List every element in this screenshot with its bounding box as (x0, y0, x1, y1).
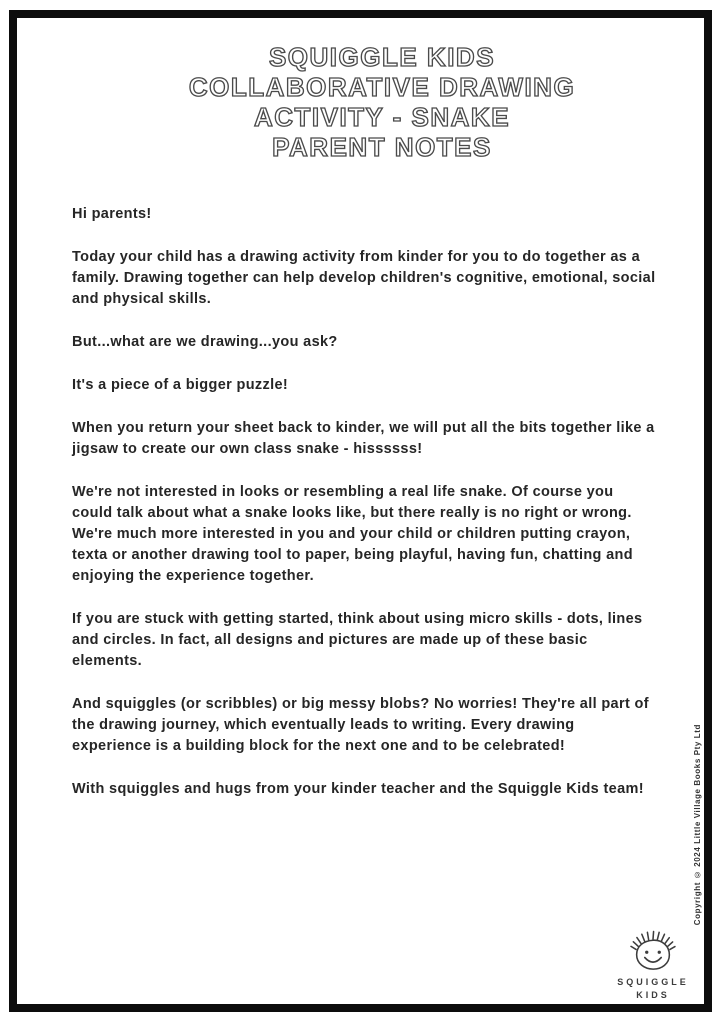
logo-text-line-2: KIDS (636, 990, 670, 1000)
page-title (72, 42, 692, 162)
paragraph-micro-skills: If you are stuck with getting started, think about using micro skills - dots, lines and circles. In fact, all designs and pictures are made up of these basic elements. (72, 611, 643, 669)
paragraph-not-about-looks: We're not interested in looks or resembling a real life snake. Of course you could talk about what a snake looks like, but there really is no right or wrong. We're much more interested in you and your child or children putting crayon, texta or another drawing tool to paper, being playful, having fun, chatting and enjoying the experience together. (72, 484, 633, 584)
paragraph-squiggles: And squiggles (or scribbles) or big messy blobs? No worries! They're all part of the drawing journey, which eventually leads to writing. Every drawing experience is a building block for the next one and to be celebrated! (72, 696, 649, 754)
page-title-line-2: COLLABORATIVE DRAWING (188, 72, 576, 102)
paragraph-question: But...what are we drawing...you ask? (72, 334, 338, 350)
squiggle-kids-logo (608, 920, 698, 1002)
paragraph-greeting: Hi parents! (72, 206, 152, 222)
paragraph-puzzle: It's a piece of a bigger puzzle! (72, 377, 289, 393)
paragraph-signoff: With squiggles and hugs from your kinder teacher and the Squiggle Kids team! (72, 781, 644, 797)
page-title-line-3: ACTIVITY - SNAKE (253, 102, 511, 132)
copyright-text: Copyright © 2024 Little Village Books Pty Ltd (693, 723, 702, 925)
page-title-line-4: PARENT NOTES (272, 132, 492, 162)
document-page (17, 18, 704, 1004)
paragraph-return-sheet: When you return your sheet back to kinder, we will put all the bits together like a jigsaw to create our own class snake - hissssss! (72, 420, 655, 457)
smiley-face-icon (624, 920, 682, 972)
logo-text-line-1: SQUIGGLE (617, 977, 689, 987)
letter-body (72, 204, 692, 800)
page-title-line-1: SQUIGGLE KIDS (268, 42, 496, 72)
paragraph-intro: Today your child has a drawing activity from kinder for you to do together as a family. Drawing together can help develop children's cognitive, emotional, social and physical skills. (72, 249, 656, 307)
